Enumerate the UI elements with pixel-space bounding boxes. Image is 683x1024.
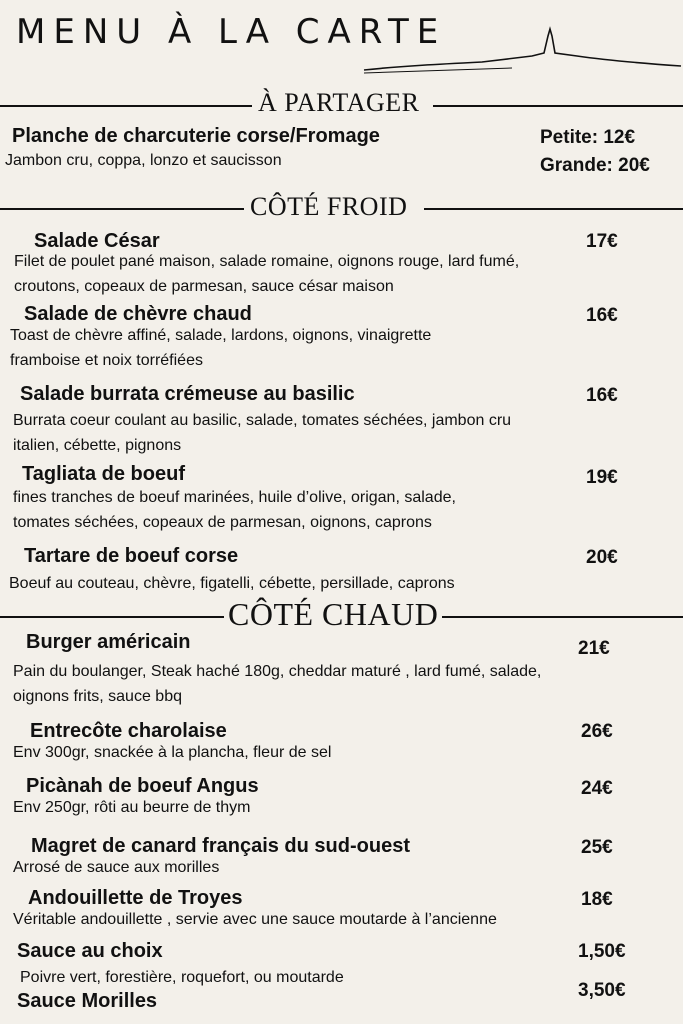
item-name: Andouillette de Troyes [28,887,243,909]
section-title-partager: À PARTAGER [258,88,420,117]
item-price: 20€ [586,547,618,568]
item-name: Salade burrata crémeuse au basilic [20,383,355,405]
item-price: 24€ [581,778,613,799]
skyline-illustration [362,24,683,76]
item-price-large: Grande: 20€ [540,155,650,176]
item-description: Burrata coeur coulant au basilic, salade, tomates séchées, jambon cru italien, cébette, pignons [13,412,512,454]
item-price: 19€ [586,467,618,488]
item-description: Véritable andouillette , servie avec une sauce moutarde à l’ancienne [13,911,497,928]
item-description: Env 300gr, snackée à la plancha, fleur de sel [13,744,332,761]
item-price: 16€ [586,305,618,326]
item-name: Planche de charcuterie corse/Fromage [12,125,380,147]
item-price: 21€ [578,638,610,659]
item-description: fines tranches de boeuf marinées, huile d’olive, origan, salade, tomates séchées, copeaux de parmesan, oignons, caprons [13,489,456,531]
item-name: Salade César [34,230,160,252]
item-name: Sauce Morilles [17,990,158,1012]
item-price: 1,50€ [578,941,626,962]
item-price: 3,50€ [578,980,626,1001]
section-title-chaud: CÔTÉ CHAUD [228,596,439,632]
item-description: Env 250gr, rôti au beurre de thym [13,799,251,816]
item-name: Magret de canard français du sud-ouest [31,835,410,857]
section-divider [0,616,224,618]
section-divider [442,616,683,618]
section-title-froid: CÔTÉ FROID [250,192,408,221]
item-name: Picànah de boeuf Angus [26,775,259,797]
section-divider [0,105,252,107]
item-name: Burger américain [26,631,191,653]
section-divider [433,105,683,107]
item-name: Sauce au choix [17,940,163,962]
item-description: Boeuf au couteau, chèvre, figatelli, cébette, persillade, caprons [9,575,455,592]
item-name: Tartare de boeuf corse [24,545,239,567]
item-price: Petite: 12€ [540,127,636,148]
section-divider [424,208,683,210]
item-price: 16€ [586,385,618,406]
item-price: 26€ [581,721,613,742]
item-description: Filet de poulet pané maison, salade romaine, oignons rouge, lard fumé, croutons, copeaux de parmesan, sauce césar maison [14,253,520,295]
item-name: Tagliata de boeuf [22,463,185,485]
item-price: 25€ [581,837,613,858]
item-name: Entrecôte charolaise [30,720,227,742]
item-price: 18€ [581,889,613,910]
section-divider [0,208,244,210]
item-price: 17€ [586,231,618,252]
item-description: Toast de chèvre affiné, salade, lardons, oignons, vinaigrette framboise et noix torréfiées [10,327,432,369]
item-name: Salade de chèvre chaud [24,303,252,325]
item-description: Arrosé de sauce aux morilles [13,859,220,876]
item-description: Jambon cru, coppa, lonzo et saucisson [5,152,282,169]
item-description: Poivre vert, forestière, roquefort, ou moutarde [20,969,344,986]
item-description: Pain du boulanger, Steak haché 180g, cheddar maturé , lard fumé, salade, oignons frits, sauce bbq [13,663,542,705]
menu-title: MENU À LA CARTE [16,12,447,52]
